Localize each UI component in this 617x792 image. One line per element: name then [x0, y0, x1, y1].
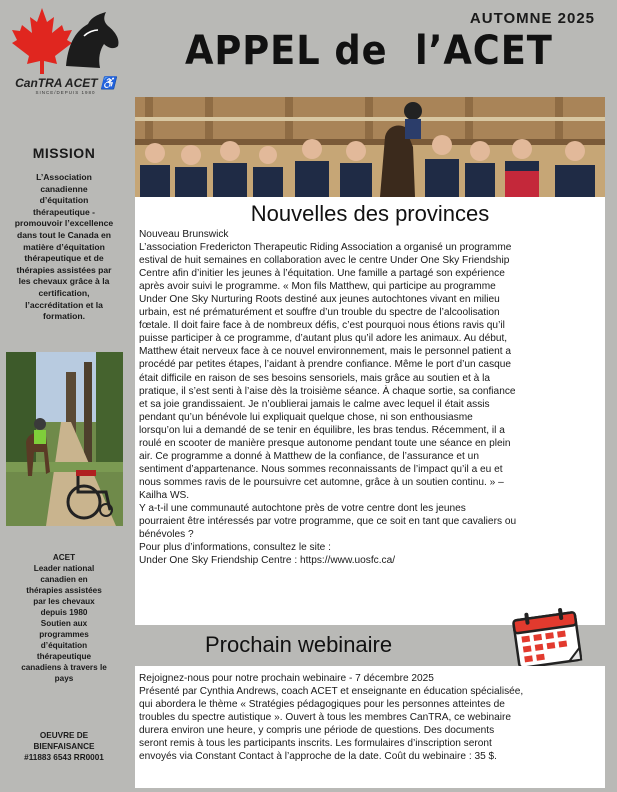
charity-number: OEUVRE DE BIENFAISANCE #11883 6543 RR0001 [24, 731, 104, 762]
webinar-title: Prochain webinaire [205, 632, 393, 657]
provinces-panel [135, 197, 605, 625]
provinces-body: Nouveau Brunswick L’association Fredericton Therapeutic Riding Association a organisé un programme estival de huit semaines en collaboration avec le centre Under One Sky Friendship Centre afin d’initier les jeunes à l’équitation. Une famille a partagé son expérience après avoir suivi le programme. « Mon fils Matthew, qui participe au programme Under One Sky Nurturing Roots destiné aux jeunes autochtones vivant en milieu urbain, est né prématurément et souffre d’un trouble du spectre de l’alcoolisation fœtale. Il doit faire face à de nombreux défis, c’est pourquoi nous étions ravis qu’il puisse participer à ce programme, d’autant plus qu’il adore les animaux. Au début, Matthew était nerveux face à ce nouvel environnement, mais le personnel patient a procédé par petites étapes, l’aidant à prendre confiance. Même le port d’un casque était difficile en raison de ses besoins sensoriels, mais grâce au soutien et à la pratique, il s’est senti à l’aise dès la troisième séance. À chaque sortie, sa confiance et sa joie grandissaient. Je n’oublierai jamais le calme avec lequel il était assis pendant qu’un bénévole lui expliquait quelque chose, ni son enthousiasme lorsqu’on lui a demandé de se tenir en équilibre, les bras tendus. Récemment, il a roulé en scooter de manière presque autonome pendant toute une séance en plein air. Ce programme a donné à Matthew de la confiance, de l’assurance et un sentiment d’appartenance. Nous sommes reconnaissants de l’impact qu’il a eu et nous sommes ravis de le poursuivre cet automne, grâce à un soutien continu. » – Kailha WS. Y a-t-il une communauté autochtone près de votre centre dont les jeunes pourraient être intéressés par votre programme, que ce soit en tant que cavaliers ou bénévoles ? Pour plus d’informations, consultez le site : Under One Sky Friendship Centre : https://www.uosfc.ca/ [139, 228, 601, 567]
season-label: AUTOMNE 2025 [469, 10, 595, 27]
newsletter-title: APPEL de l’ACET [185, 28, 553, 74]
logo-wordmark: CanTRA ACET ♿ [15, 76, 116, 90]
wheelchair-icon: ♿ [100, 76, 116, 90]
logo-tagline: SINCE/DEPUIS 1980 [35, 90, 96, 95]
calendar-icon [508, 608, 588, 670]
group-photo-banner [135, 97, 605, 197]
webinar-panel [135, 666, 605, 788]
mission-title: MISSION [32, 145, 96, 161]
region-label: Nouveau Brunswick [139, 229, 229, 240]
webinar-body: Rejoignez-nous pour notre prochain webinaire - 7 décembre 2025 Présenté par Cynthia Andrews, coach ACET et enseignante en éducation spécialisée, qui abordera le thème « Stratégies pédagogiques pour les personnes atteintes de troubles du spectre autistique ». Ouvert à tous les membres CanTRA, ce webinaire durera environ une heure, y compris une période de questions. Des documents seront remis à tous les participants inscrits. Les formulaires d’inscription seront envoyés via Constant Contact à l’approche de la date. Coût du webinaire : 35 $. [139, 673, 524, 763]
maple-leaf-icon [8, 6, 123, 78]
trail-riding-photo [6, 352, 123, 526]
cantra-logo [8, 6, 123, 96]
provinces-title: Nouvelles des provinces [250, 201, 490, 226]
acet-description: ACET Leader national canadien en thérapies assistées par les chevaux depuis 1980 Soutien aux programmes d’équitation thérapeutique canadiens à travers le pays [21, 553, 107, 683]
mission-text: L’Association canadienne d’équitation thérapeutique - promouvoir l’excellence dans tout le Canada en matière d’équitation thérapeutique et de thérapies assistées par les chevaux grâce à la certification, l’accréditation et la formation. [14, 172, 114, 322]
horse-head-icon [66, 12, 119, 68]
website-link[interactable]: Under One Sky Friendship Centre : https://www.uosfc.ca/ [139, 555, 396, 567]
